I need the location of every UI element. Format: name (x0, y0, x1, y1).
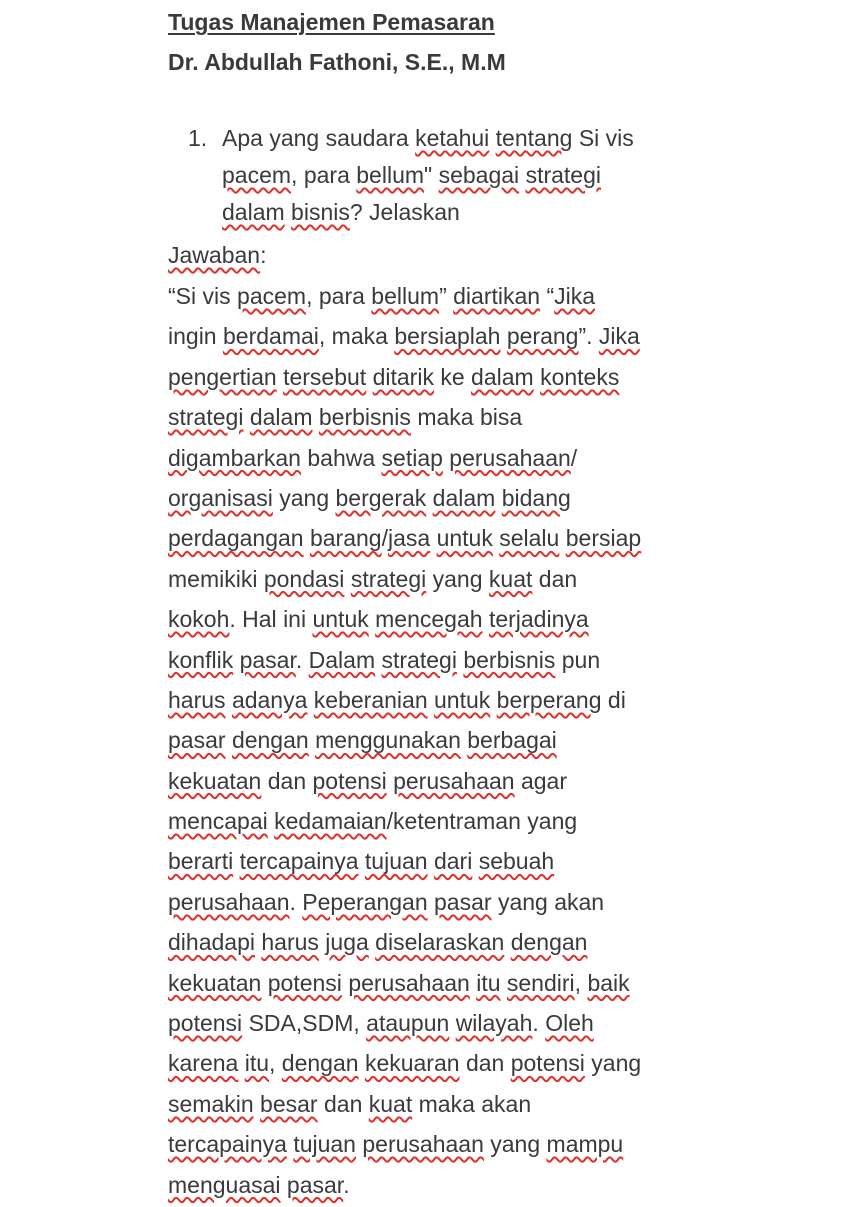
spellcheck-word: besar (260, 1090, 318, 1117)
spellcheck-word: adanya (231, 686, 308, 713)
answer-line: konflik pasar. Dalam strategi berbisnis pun (168, 646, 601, 673)
spellcheck-word: berdamai (223, 323, 319, 350)
spellcheck-word: potensi (168, 1010, 243, 1037)
answer-line (168, 924, 641, 964)
spellcheck-word: untuk (434, 686, 491, 713)
spellcheck-word: kuat (488, 565, 533, 592)
spellcheck-word: pacem (237, 283, 307, 309)
spellcheck-word: dalam (432, 484, 496, 511)
spellcheck-word: terjadinya (488, 606, 589, 633)
answer-line: kekuatan dan potensi perusahaan agar (168, 767, 568, 794)
spellcheck-word: strategi (350, 565, 427, 592)
spellcheck-word: strategi (381, 646, 457, 673)
spellcheck-word: bellum (356, 162, 425, 188)
spellcheck-word: perusahaan (393, 767, 515, 794)
spellcheck-word: itu (244, 1050, 270, 1077)
spellcheck-word: dalam (222, 199, 285, 225)
answer-line: tercapainya tujuan perusahaan yang mampu (168, 1131, 624, 1158)
spellcheck-word: untuk (312, 606, 369, 633)
spellcheck-word: harus (168, 686, 226, 713)
spellcheck-word: kekuatan (168, 767, 262, 794)
answer-line: ingin berdamai, maka bersiaplah perang”. Jika (168, 323, 640, 350)
answer-line: organisasi yang bergerak dalam bidang (168, 484, 571, 511)
spellcheck-word: berbagai (467, 727, 557, 754)
answer-line: karena itu, dengan kekuaran dan potensi yang (168, 1050, 642, 1077)
spellcheck-word: diartikan (453, 283, 541, 309)
spellcheck-word: jasa (387, 525, 431, 552)
spellcheck-word: perdagangan (168, 525, 304, 552)
spellcheck-word: berperang (496, 686, 602, 713)
spellcheck-word: pengertian (168, 363, 277, 390)
spellcheck-word: menguasai (168, 1171, 281, 1198)
spellcheck-word: berbisnis (318, 404, 411, 431)
spellcheck-word: Peperangan (302, 888, 428, 915)
answer-line: kekuatan potensi perusahaan itu sendiri, baik (168, 969, 630, 996)
spellcheck-word: Jika (554, 283, 596, 309)
spellcheck-word: harus (261, 929, 319, 956)
question-line: dalam bisnis? Jelaskan (222, 199, 460, 225)
spellcheck-word: Jika (598, 323, 640, 350)
spellcheck-word: sendiri (506, 969, 575, 996)
spellcheck-word: strategi (168, 404, 244, 431)
spellcheck-word: barang (309, 525, 382, 552)
question-text (222, 120, 634, 231)
spellcheck-word: pacem (222, 162, 292, 188)
spellcheck-word: tersebut (283, 363, 367, 390)
spellcheck-word: kekuaran (364, 1050, 460, 1077)
spellcheck-word: dengan (281, 1050, 359, 1077)
answer-line: semakin besar dan kuat maka akan (168, 1090, 532, 1117)
spellcheck-word: pasar (168, 727, 226, 754)
spellcheck-word: perang (506, 323, 579, 350)
spellcheck-word: perusahaan (348, 969, 470, 996)
spellcheck-word: ataupun (366, 1010, 450, 1037)
answer-line: strategi dalam berbisnis maka bisa (168, 404, 523, 431)
answer-body (168, 278, 641, 1207)
spellcheck-word: tercapainya (168, 1131, 287, 1158)
question-line: Apa yang saudara ketahui tentang Si vis (222, 125, 634, 151)
spellcheck-word: semakin (168, 1090, 254, 1117)
spellcheck-word: kokoh (168, 606, 230, 633)
spellcheck-word: tujuan (293, 1131, 356, 1158)
document-author: Dr. Abdullah Fathoni, S.E., M.M (168, 49, 506, 75)
spellcheck-word: karena (168, 1050, 239, 1077)
answer-line: memikiki pondasi strategi yang kuat dan (168, 565, 578, 592)
answer-line: perusahaan. Peperangan pasar yang akan (168, 888, 605, 915)
spellcheck-word: bersiaplah (394, 323, 501, 350)
spellcheck-word: perusahaan (168, 888, 290, 915)
spellcheck-word: tujuan (364, 848, 428, 875)
spellcheck-word: dihadapi (168, 929, 255, 956)
spellcheck-word: organisasi (168, 484, 273, 511)
spellcheck-word: sebuah (478, 848, 555, 875)
question-line: pacem, para bellum" sebagai strategi (222, 162, 601, 188)
spellcheck-word: konflik (168, 646, 234, 673)
spellcheck-word: mampu (546, 1131, 624, 1158)
question-number: 1. (188, 125, 208, 151)
spellcheck-word: ditarik (372, 363, 434, 390)
spellcheck-word: kekuatan (168, 969, 262, 996)
spellcheck-word: berarti (168, 848, 234, 875)
spellcheck-word: setiap (381, 444, 443, 471)
spellcheck-word: Jawaban (168, 242, 261, 268)
spellcheck-word: digambarkan (168, 444, 301, 471)
spellcheck-word: dengan (510, 929, 588, 956)
spellcheck-word: tentang (495, 125, 573, 151)
document-title: Tugas Manajemen Pemasaran (168, 9, 495, 35)
answer-line: digambarkan bahwa setiap perusahaan/ (168, 444, 578, 471)
answer-line: mencapai kedamaian/ketentraman yang (168, 808, 578, 835)
spellcheck-word: konteks (540, 363, 620, 390)
answer-line (168, 722, 641, 762)
spellcheck-word: bergerak (335, 484, 427, 511)
answer-line: pengertian tersebut ditarik ke dalam konteks (168, 363, 620, 390)
spellcheck-word: mencapai (168, 808, 268, 835)
answer-line: harus adanya keberanian untuk berperang di (168, 686, 626, 713)
spellcheck-word: berbisnis (463, 646, 556, 673)
spellcheck-word: selalu (499, 525, 560, 552)
spellcheck-word: pasar (434, 888, 492, 915)
spellcheck-word: sebagai (438, 162, 520, 188)
spellcheck-word: pasar (286, 1171, 344, 1198)
spellcheck-word: menggunakan (315, 727, 461, 754)
spellcheck-word: bidang (501, 484, 571, 511)
answer-line: kokoh. Hal ini untuk mencegah terjadinya (168, 606, 589, 633)
spellcheck-word: pasar (239, 646, 296, 673)
spellcheck-word: kuat (368, 1090, 413, 1117)
spellcheck-word: bersiap (565, 525, 642, 552)
answer-line: perdagangan barang/jasa untuk selalu bersiap (168, 525, 642, 552)
spellcheck-word: juga (325, 929, 369, 956)
spellcheck-word: perusahaan (449, 444, 571, 471)
answer-line: “Si vis pacem, para bellum” diartikan “Jika (168, 283, 596, 309)
spellcheck-word: tercapainya (239, 848, 359, 875)
spellcheck-word: strategi (525, 162, 601, 188)
spellcheck-word: bisnis (291, 199, 350, 225)
spellcheck-word: baik (587, 969, 630, 996)
spellcheck-word: dari (433, 848, 473, 875)
spellcheck-word: perusahaan (362, 1131, 484, 1158)
spellcheck-word: itu (476, 969, 501, 996)
spellcheck-word: dalam (471, 363, 534, 390)
spellcheck-word: bellum (371, 283, 440, 309)
spellcheck-word: Dalam (308, 646, 376, 673)
answer-line: menguasai pasar. (168, 1171, 350, 1198)
spellcheck-word: wilayah (455, 1010, 533, 1037)
spellcheck-word: kedamaian (274, 808, 387, 835)
spellcheck-word: ketahui (415, 125, 490, 151)
answer-line: potensi SDA,SDM, ataupun wilayah. Oleh (168, 1010, 594, 1037)
spellcheck-word: pondasi (263, 565, 345, 592)
spellcheck-word: keberanian (313, 686, 428, 713)
spellcheck-word: potensi (267, 969, 342, 996)
spellcheck-word: dengan (231, 727, 309, 754)
spellcheck-word: dalam (249, 404, 313, 431)
spellcheck-word: diselaraskan (375, 929, 505, 956)
spellcheck-word: untuk (436, 525, 493, 552)
answer-line (168, 843, 641, 883)
spellcheck-word: potensi (312, 767, 387, 794)
spellcheck-word: mencegah (375, 606, 483, 633)
spellcheck-word: potensi (510, 1050, 585, 1077)
spellcheck-word: Oleh (545, 1010, 594, 1037)
answer-label: Jawaban: (168, 242, 267, 268)
